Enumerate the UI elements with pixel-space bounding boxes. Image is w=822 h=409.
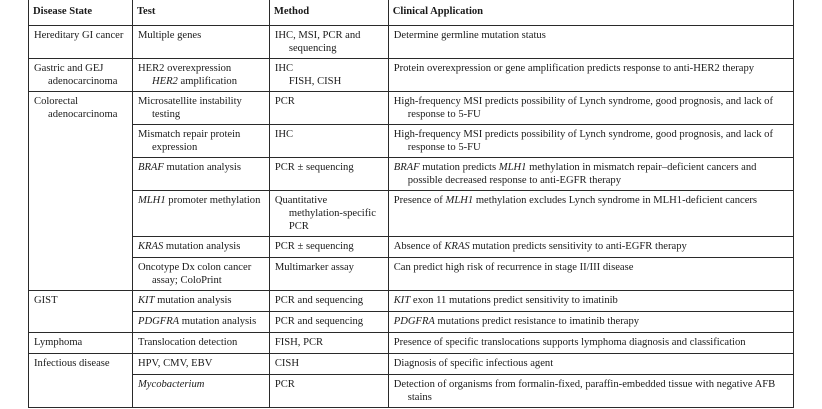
test-cell: KRAS mutation analysis <box>132 237 269 258</box>
application-cell: Diagnosis of specific infectious agent <box>388 354 793 375</box>
test-cell: MLH1 promoter methylation <box>132 191 269 237</box>
header-method: Method <box>269 0 388 26</box>
table-row <box>29 26 794 59</box>
header-row <box>29 0 794 26</box>
method-cell: CISH <box>269 354 388 375</box>
table-row <box>29 125 794 158</box>
application-cell: BRAF mutation predicts MLH1 methylation in mismatch repair–deficient cancers and possible decreased response to anti-EGFR therapy <box>388 158 793 191</box>
test-cell: Microsatellite instability testing <box>132 92 269 125</box>
application-cell: Can predict high risk of recurrence in stage II/III disease <box>388 258 793 291</box>
application-cell: PDGFRA mutations predict resistance to imatinib therapy <box>388 312 793 333</box>
test-cell: Multiple genes <box>132 26 269 59</box>
application-cell: Protein overexpression or gene amplification predicts response to anti-HER2 therapy <box>388 59 793 92</box>
disease-cell: Lymphoma <box>29 333 133 354</box>
disease-cell: Hereditary GI cancer <box>29 26 133 59</box>
method-cell: Multimarker assay <box>269 258 388 291</box>
method-cell: FISH, PCR <box>269 333 388 354</box>
disease-cell: Colorectal adenocarcinoma <box>29 92 133 291</box>
application-cell: Presence of MLH1 methylation excludes Lynch syndrome in MLH1-deficient cancers <box>388 191 793 237</box>
molecular-tests-table <box>28 0 794 408</box>
method-cell: IHC <box>269 125 388 158</box>
test-cell: HPV, CMV, EBV <box>132 354 269 375</box>
method-cell: PCR ± sequencing <box>269 158 388 191</box>
application-cell: High-frequency MSI predicts possibility of Lynch syndrome, good prognosis, and lack of response to 5-FU <box>388 125 793 158</box>
disease-cell: GIST <box>29 291 133 333</box>
table-row <box>29 59 794 92</box>
application-cell: Determine germline mutation status <box>388 26 793 59</box>
application-cell: Presence of specific translocations supports lymphoma diagnosis and classification <box>388 333 793 354</box>
application-cell: Absence of KRAS mutation predicts sensitivity to anti-EGFR therapy <box>388 237 793 258</box>
method-cell: IHC, MSI, PCR and sequencing <box>269 26 388 59</box>
test-cell: BRAF mutation analysis <box>132 158 269 191</box>
table-row <box>29 354 794 375</box>
method-cell: PCR ± sequencing <box>269 237 388 258</box>
header-clinical-application: Clinical Application <box>388 0 793 26</box>
table-row <box>29 375 794 408</box>
table-row <box>29 258 794 291</box>
application-cell: High-frequency MSI predicts possibility of Lynch syndrome, good prognosis, and lack of response to 5-FU <box>388 92 793 125</box>
test-cell: Mismatch repair protein expression <box>132 125 269 158</box>
disease-cell: Infectious disease <box>29 354 133 408</box>
table-row <box>29 92 794 125</box>
test-cell: Translocation detection <box>132 333 269 354</box>
table-row <box>29 237 794 258</box>
method-cell: PCR and sequencing <box>269 312 388 333</box>
table-row <box>29 158 794 191</box>
test-cell: Oncotype Dx colon cancer assay; ColoPrint <box>132 258 269 291</box>
header-disease-state: Disease State <box>29 0 133 26</box>
application-cell: Detection of organisms from formalin-fixed, paraffin-embedded tissue with negative AFB stains <box>388 375 793 408</box>
method-cell: PCR and sequencing <box>269 291 388 312</box>
method-cell: IHC FISH, CISH <box>269 59 388 92</box>
method-cell: Quantitative methylation-specific PCR <box>269 191 388 237</box>
method-cell: PCR <box>269 92 388 125</box>
table-row <box>29 333 794 354</box>
application-cell: KIT exon 11 mutations predict sensitivity to imatinib <box>388 291 793 312</box>
test-cell: PDGFRA mutation analysis <box>132 312 269 333</box>
header-test: Test <box>132 0 269 26</box>
disease-cell: Gastric and GEJ adenocarcinoma <box>29 59 133 92</box>
table-row <box>29 291 794 312</box>
test-cell: Mycobacterium <box>132 375 269 408</box>
table-row <box>29 312 794 333</box>
table-row <box>29 191 794 237</box>
test-cell: HER2 overexpression HER2 amplification <box>132 59 269 92</box>
method-cell: PCR <box>269 375 388 408</box>
test-cell: KIT mutation analysis <box>132 291 269 312</box>
